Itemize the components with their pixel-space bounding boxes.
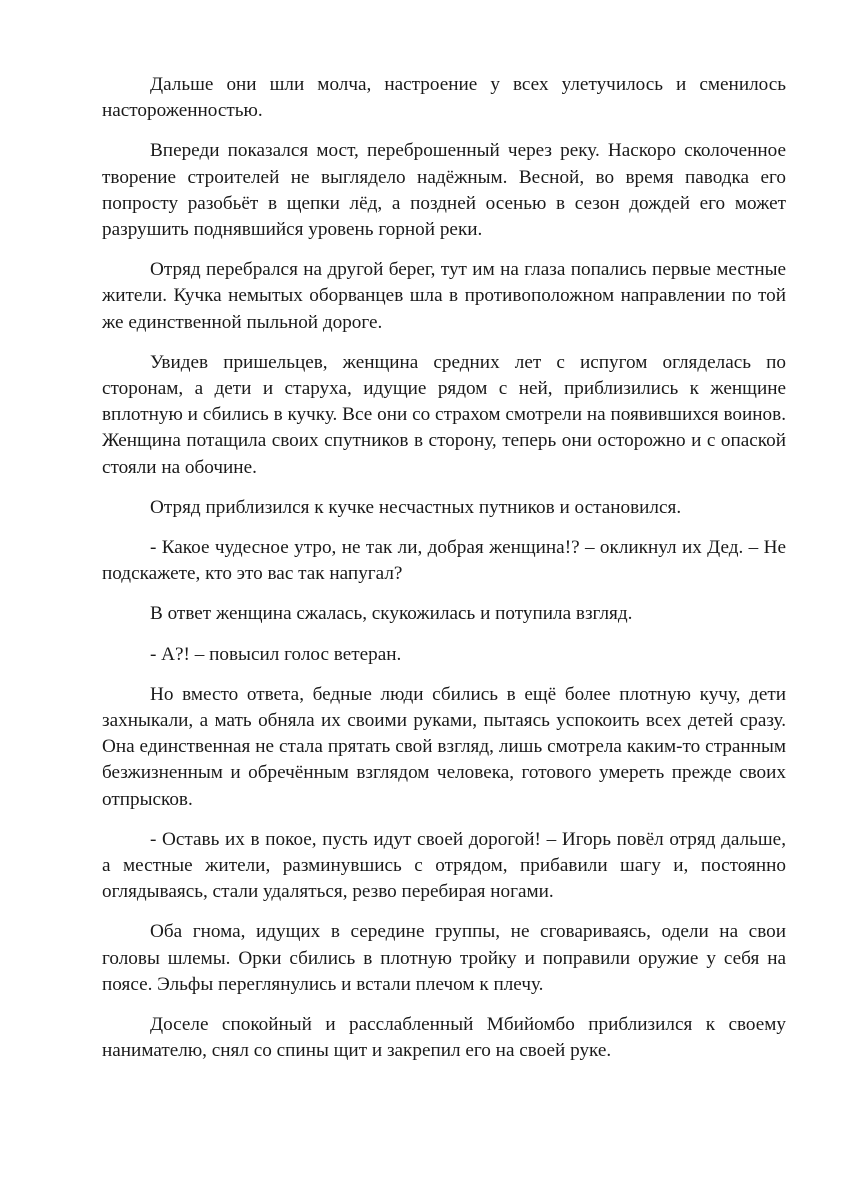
body-text [102, 72, 786, 1079]
paragraph-2: Впереди показался мост, переброшенный через реку. Наскоро сколоченное творение строителей не выглядело надёжным. Весной, во время паводка его попросту разобьёт в щепки лёд, а поздней осенью в сезон дождей его может разрушить поднявшийся уровень горной реки. [102, 140, 786, 241]
paragraph-1: Дальше они шли молча, настроение у всех улетучилось и сменилось настороженностью. [102, 74, 786, 122]
paragraph-3: Отряд перебрался на другой берег, тут им на глаза попались первые местные жители. Кучка немытых оборванцев шла в противоположном направлении по той же единственной пыльной дороге. [102, 259, 786, 333]
paragraph-10: - Оставь их в покое, пусть идут своей дорогой! – Игорь повёл отряд дальше, а местные жители, разминувшись с отрядом, прибавили шагу и, постоянно оглядываясь, стали удаляться, резво перебирая ногами. [102, 828, 786, 903]
paragraph-12: Доселе спокойный и расслабленный Мбийомбо приблизился к своему нанимателю, снял со спины щит и закрепил его на своей руке. [102, 1014, 786, 1062]
paragraph-6: - Какое чудесное утро, не так ли, добрая женщина!? – окликнул их Дед. – Не подскажете, кто это вас так напугал? [102, 537, 786, 585]
paragraph-4: Увидев пришельцев, женщина средних лет с испугом огляделась по сторонам, а дети и старуха, идущие рядом с ней, приблизились к женщине вплотную и сбились в кучку. Все они со страхом смотрели на появившихся воинов. Женщина потащила своих спутников в сторону, теперь они осторожно и с опаской стояли на обочине. [102, 351, 786, 478]
paragraph-5: Отряд приблизился к кучке несчастных путников и остановился. [150, 496, 682, 518]
paragraph-11: Оба гнома, идущих в середине группы, не сговариваясь, одели на свои головы шлемы. Орки сбились в плотную тройку и поправили оружие у себя на поясе. Эльфы переглянулись и встали плечом к плечу. [102, 921, 786, 995]
paragraph-8: - А?! – повысил голос ветеран. [150, 643, 402, 665]
paragraph-7: В ответ женщина сжалась, скукожилась и потупила взгляд. [150, 603, 633, 625]
paragraph-9: Но вместо ответа, бедные люди сбились в ещё более плотную кучу, дети захныкали, а мать обняла их своими руками, пытаясь успокоить всех детей сразу. Она единственная не стала прятать свой взгляд, лишь смотрела каким-то странным безжизненным и обречённым взглядом человека, готового умереть прежде своих отпрысков. [102, 683, 786, 810]
